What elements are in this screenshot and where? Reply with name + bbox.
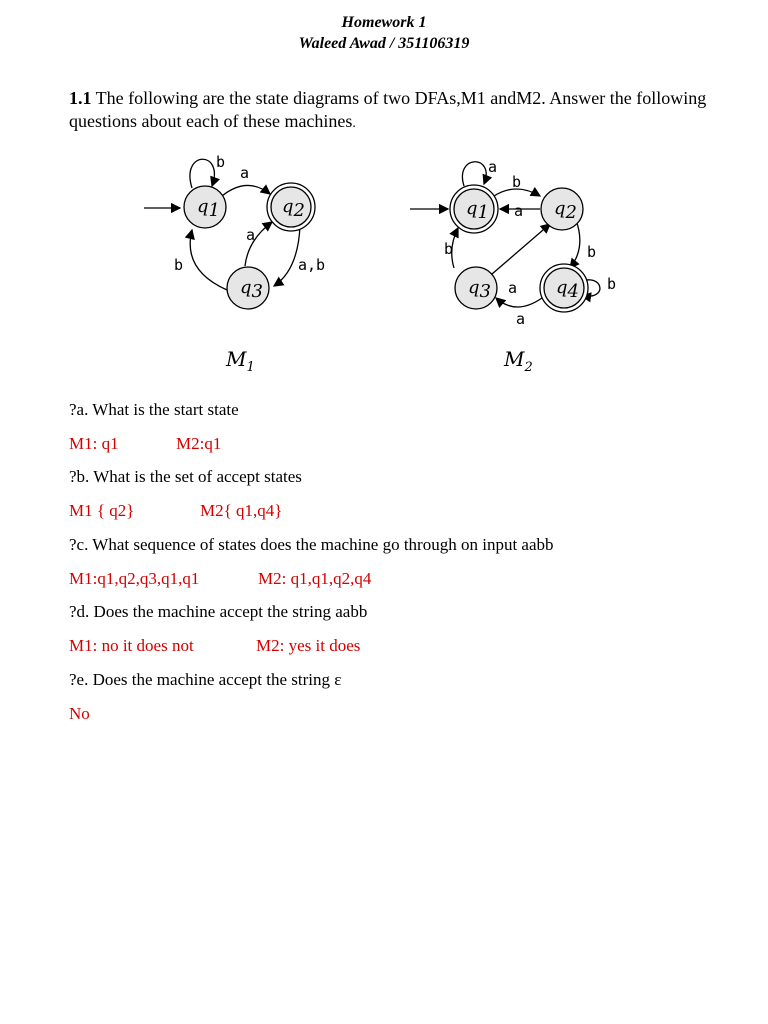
m1-name-sub: 1 <box>246 360 255 375</box>
m2-state-q4 <box>540 264 588 312</box>
problem-text: The following are the state diagrams of two DFAs,M1 andM2. Answer the following questions about each of these machines <box>69 88 707 131</box>
svg-text:q3: q3 <box>240 277 263 302</box>
svg-text:q1: q1 <box>466 198 489 223</box>
author-line: Waleed Awad / 351106319 <box>298 35 470 52</box>
question-b: ?b. What is the set of accept states <box>69 467 302 486</box>
question-c: ?c. What sequence of states does the machine go through on input aabb <box>69 535 554 554</box>
m1-label-q1-self: b <box>216 153 226 171</box>
answer-e: No <box>69 704 90 723</box>
problem-statement <box>69 87 709 135</box>
m2-label-q3-q1: b <box>444 240 454 258</box>
svg-text:q2: q2 <box>554 198 577 223</box>
m2-label-q1-self: a <box>488 158 498 176</box>
answer-a-m1: M1: q1 <box>69 434 119 453</box>
m1-edge-q1-q2 <box>222 185 270 196</box>
m2-edge-q3-q2 <box>492 224 550 274</box>
homework-title: Homework 1 <box>341 14 427 31</box>
problem-text-end: . <box>352 116 356 131</box>
m2-label-q3-q2: a <box>508 279 518 297</box>
question-a: ?a. What is the start state <box>69 400 239 419</box>
answer-c-m2: M2: q1,q1,q2,q4 <box>258 569 372 588</box>
m2-state-q1 <box>450 185 498 233</box>
m2-label-q4-self: b <box>607 275 617 293</box>
answer-d-m2: M2: yes it does <box>256 636 361 655</box>
svg-text:q4: q4 <box>556 277 579 302</box>
m1-state-q2 <box>267 183 315 231</box>
m2-label-q2-q1: a <box>514 202 524 220</box>
m1-label-q3-q1: b <box>174 256 184 274</box>
m2-label-q2-q4: b <box>587 243 597 261</box>
m1-state-q1 <box>184 186 226 228</box>
answer-b-m1: M1 { q2} <box>69 501 135 520</box>
dfa-m1-diagram <box>130 140 360 375</box>
m2-q1-self-loop <box>462 162 486 186</box>
svg-text:q2: q2 <box>282 196 305 221</box>
answer-a-m2: M2:q1 <box>176 434 222 453</box>
m1-label-q3-q2: a <box>246 226 256 244</box>
m1-name-main: M <box>226 347 247 371</box>
m2-label-q1-q2: b <box>512 173 522 191</box>
m2-name-main: M <box>504 347 525 371</box>
m2-state-q2 <box>541 188 583 230</box>
answer-c-m1: M1:q1,q2,q3,q1,q1 <box>69 569 200 588</box>
m1-state-q3 <box>227 267 269 309</box>
problem-number: 1.1 <box>69 88 92 108</box>
m1-edge-q3-q1 <box>190 230 227 290</box>
svg-text:q3: q3 <box>468 277 491 302</box>
m1-name <box>225 347 255 375</box>
answer-d-m1: M1: no it does not <box>69 636 194 655</box>
question-e: ?e. Does the machine accept the string ε <box>69 670 342 689</box>
m2-name <box>503 347 533 375</box>
m1-label-q2-q3: a,b <box>298 256 326 274</box>
dfa-m2-diagram <box>404 140 644 375</box>
svg-text:q1: q1 <box>197 196 220 221</box>
m2-edge-q4-q3 <box>496 298 542 307</box>
question-d: ?d. Does the machine accept the string aabb <box>69 602 368 621</box>
answer-b-m2: M2{ q1,q4} <box>200 501 283 520</box>
m1-edge-q2-q3 <box>274 226 300 286</box>
m2-state-q3 <box>455 267 497 309</box>
m2-label-q4-q3: a <box>516 310 526 328</box>
m2-name-sub: 2 <box>524 360 533 375</box>
m1-label-q1-q2: a <box>240 164 250 182</box>
m1-q1-self-loop <box>190 159 214 188</box>
